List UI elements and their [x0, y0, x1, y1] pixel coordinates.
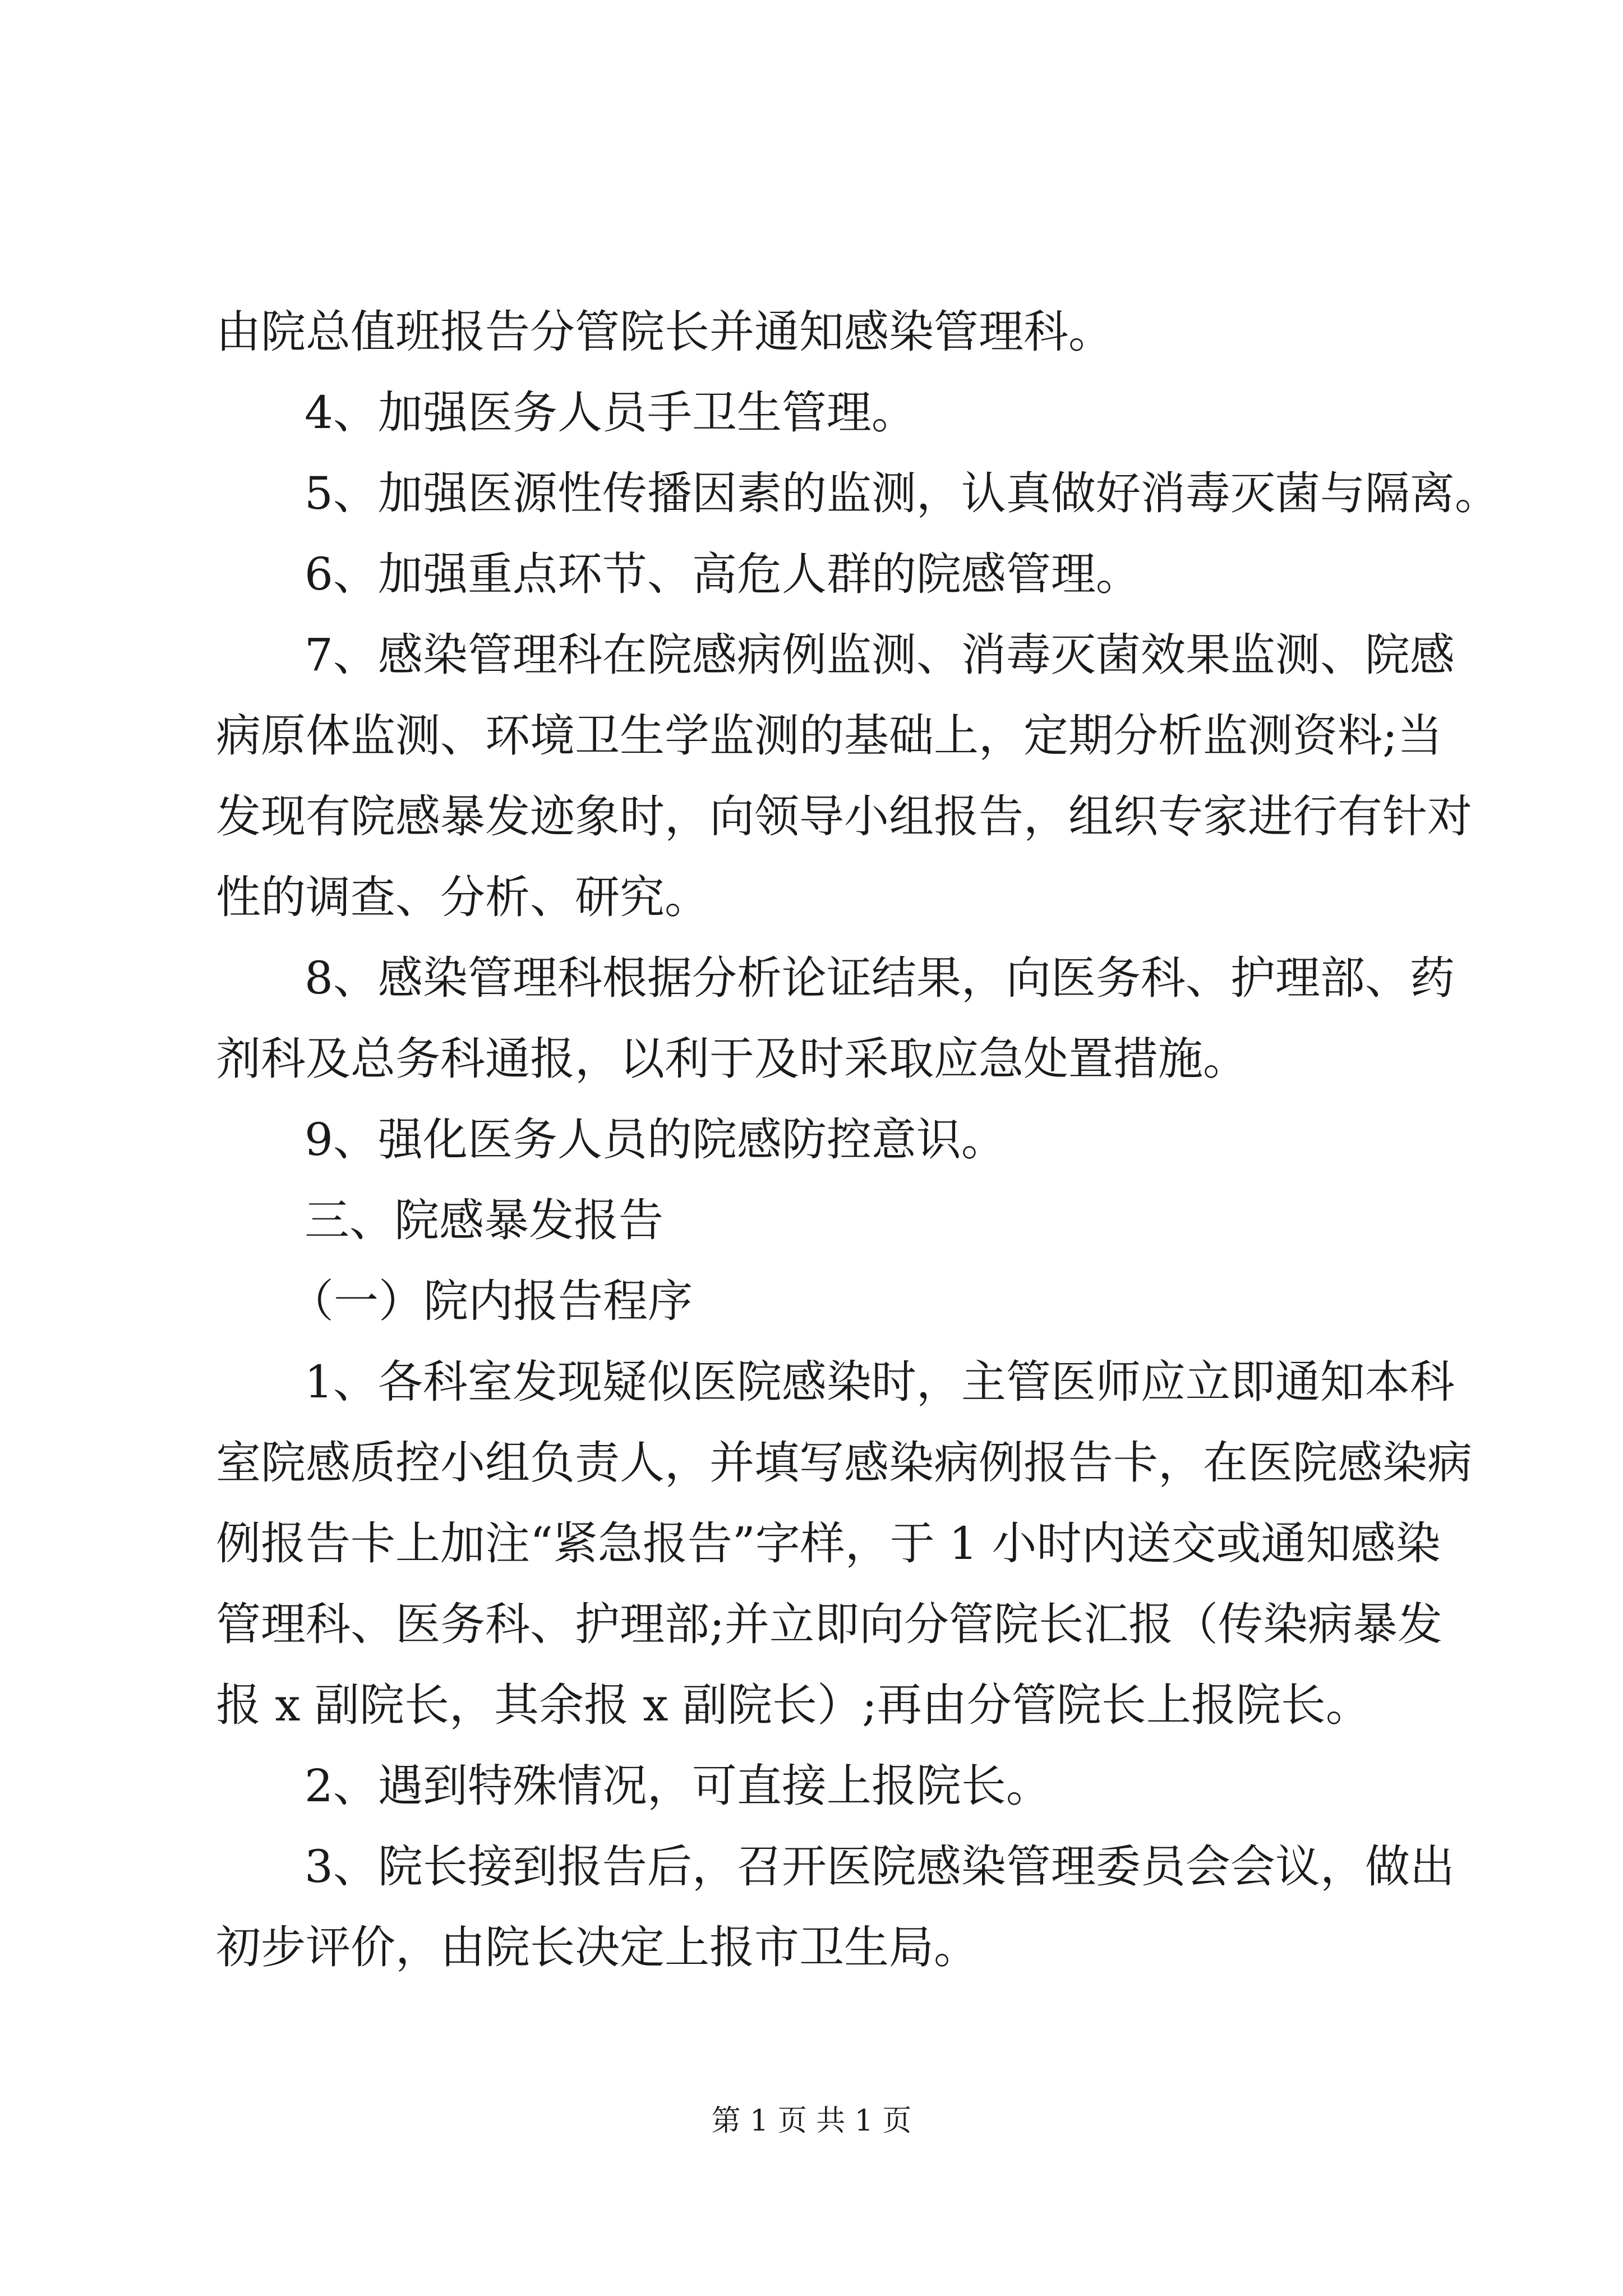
paragraph-line: 剂科及总务科通报，以利于及时采取应急处置措施。 — [216, 1033, 1248, 1085]
list-item-1: 1、各科室发现疑似医院感染时，主管医师应立即通知本科 — [305, 1356, 1455, 1408]
list-item-6: 6、加强重点环节、高危人群的院感管理。 — [305, 548, 1141, 600]
paragraph-line: 报 x 副院长，其余报 x 副院长）;再由分管院长上报院长。 — [216, 1679, 1371, 1731]
section-heading: 三、院感暴发报告 — [305, 1194, 663, 1246]
paragraph-line: 病原体监测、环境卫生学监测的基础上，定期分析监测资料;当 — [216, 710, 1442, 762]
list-item-2: 2、遇到特殊情况，可直接上报院长。 — [305, 1760, 1051, 1812]
paragraph-line: 性的调查、分析、研究。 — [216, 871, 709, 923]
list-item-7: 7、感染管理科在院感病例监测、消毒灭菌效果监测、院感 — [305, 629, 1455, 681]
paragraph-line: 由院总值班报告分管院长并通知感染管理科。 — [216, 306, 1113, 358]
body-text — [216, 292, 1500, 1988]
paragraph-line: 发现有院感暴发迹象时，向领导小组报告，组织专家进行有针对 — [216, 790, 1472, 843]
list-item-4: 4、加强医务人员手卫生管理。 — [305, 386, 916, 439]
list-item-5: 5、加强医源性传播因素的监测，认真做好消毒灭菌与隔离。 — [305, 467, 1500, 519]
list-item-3: 3、院长接到报告后，召开医院感染管理委员会会议，做出 — [305, 1841, 1455, 1893]
paragraph-line: 管理科、医务科、护理部;并立即向分管院长汇报（传染病暴发 — [216, 1598, 1442, 1650]
list-item-8: 8、感染管理科根据分析论证结果，向医务科、护理部、药 — [305, 952, 1455, 1004]
subsection-heading: （一）院内报告程序 — [289, 1275, 693, 1327]
paragraph-line: 室院感质控小组负责人，并填写感染病例报告卡，在医院感染病 — [216, 1437, 1472, 1489]
page-footer: 第 1 页 共 1 页 — [711, 2104, 912, 2138]
paragraph-line: 例报告卡上加注“紧急报告”字样，于 1 小时内送交或通知感染 — [216, 1517, 1441, 1570]
list-item-9: 9、强化医务人员的院感防控意识。 — [305, 1114, 1006, 1166]
paragraph-line: 初步评价，由院长决定上报市卫生局。 — [216, 1921, 979, 1973]
